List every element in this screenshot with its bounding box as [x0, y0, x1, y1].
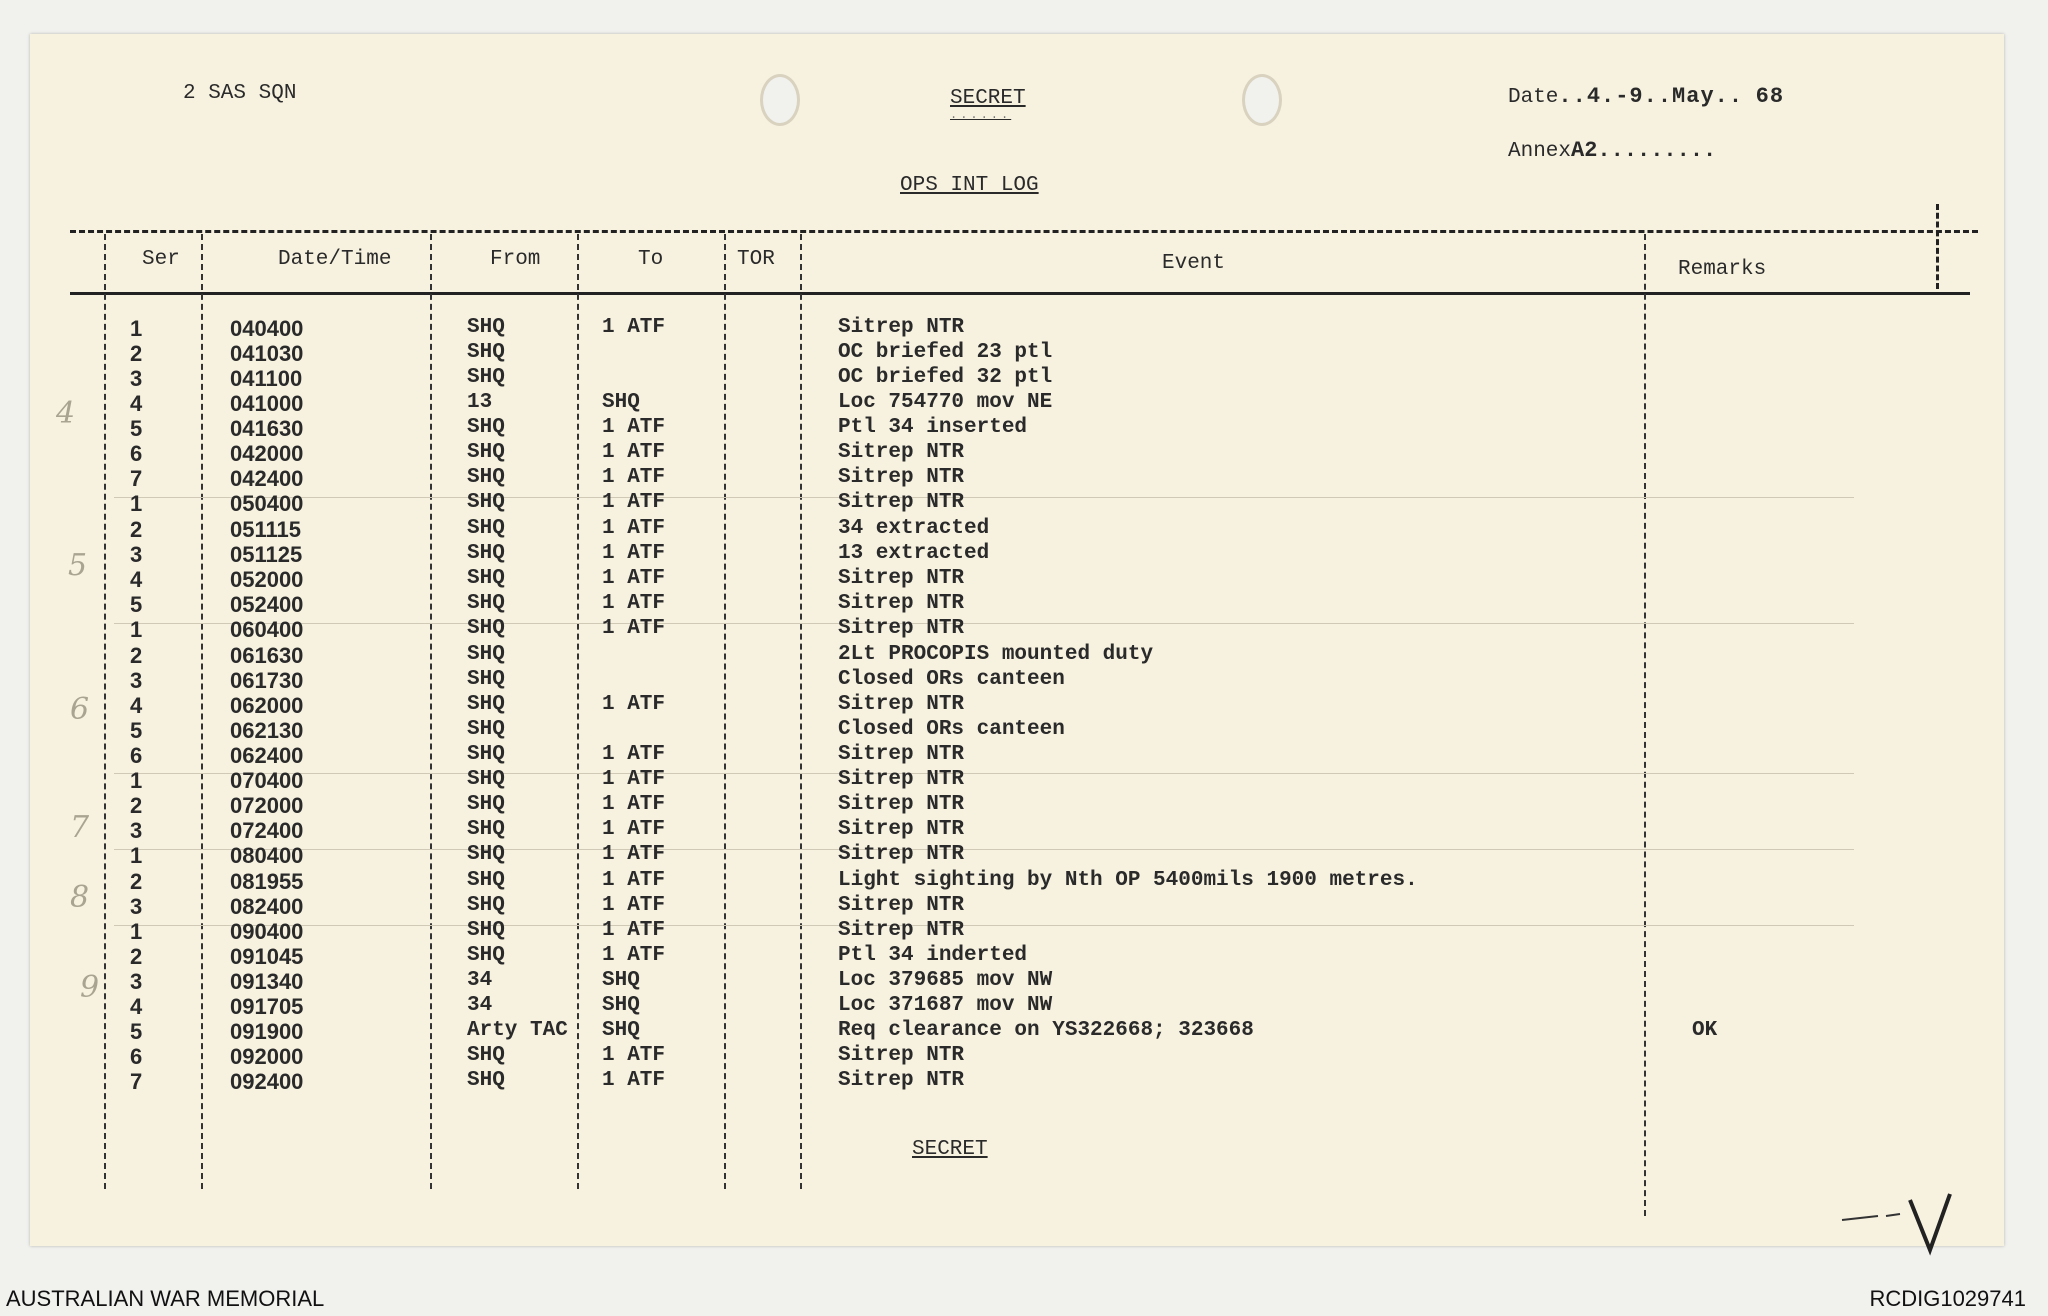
table-row [30, 542, 2004, 568]
row-ser: 3 [130, 366, 143, 391]
row-datetime: 041630 [230, 416, 304, 441]
row-to: 1 ATF [602, 843, 666, 866]
table-row [30, 441, 2004, 467]
row-from: SHQ [467, 693, 505, 716]
annex-value: A2......... [1571, 138, 1717, 163]
row-ser: 4 [130, 567, 143, 592]
table-row [30, 592, 2004, 618]
archive-reference: RCDIG1029741 [1869, 1286, 2026, 1311]
row-from: SHQ [467, 316, 505, 339]
handwritten-tick-mark [1838, 1192, 1958, 1262]
table-top-rule [70, 230, 1978, 233]
row-ser: 2 [130, 944, 143, 969]
row-datetime: 041100 [230, 366, 303, 391]
margin-note: 8 [70, 880, 90, 915]
row-event: Sitrep NTR [838, 818, 965, 841]
row-ser: 7 [130, 1069, 143, 1094]
punch-hole [1242, 74, 1282, 126]
row-datetime: 072400 [230, 818, 304, 843]
row-to: 1 ATF [602, 617, 666, 640]
row-event: OC briefed 32 ptl [838, 366, 1053, 389]
row-event: Sitrep NTR [838, 843, 965, 866]
row-ser: 2 [130, 517, 143, 542]
row-to: SHQ [602, 391, 640, 414]
table-row [30, 366, 2004, 392]
date-field [1508, 84, 1784, 109]
archive-credit: AUSTRALIAN WAR MEMORIAL [6, 1286, 325, 1311]
row-datetime: 042000 [230, 441, 304, 466]
margin-note: 5 [68, 548, 88, 583]
row-from: SHQ [467, 542, 505, 565]
row-event: Sitrep NTR [838, 919, 965, 942]
unit-name: 2 SAS SQN [183, 82, 297, 105]
row-ser: 5 [130, 416, 143, 441]
row-to: 1 ATF [602, 768, 666, 791]
table-row [30, 894, 2004, 920]
row-event: 13 extracted [838, 542, 990, 565]
row-from: SHQ [467, 517, 505, 540]
document-sheet [30, 34, 2004, 1246]
row-to: SHQ [602, 1019, 640, 1042]
column-header-tor: TOR [737, 248, 775, 271]
table-row [30, 341, 2004, 367]
row-event: 2Lt PROCOPIS mounted duty [838, 643, 1154, 666]
row-datetime: 062000 [230, 693, 304, 718]
row-from: SHQ [467, 894, 505, 917]
row-ser: 1 [130, 316, 143, 341]
row-from: SHQ [467, 366, 505, 389]
punch-hole [760, 74, 800, 126]
row-ser: 3 [130, 542, 143, 567]
row-from: SHQ [467, 944, 505, 967]
row-datetime: 050400 [230, 491, 304, 516]
row-event: Sitrep NTR [838, 768, 965, 791]
annex-field [1508, 138, 1716, 163]
row-ser: 3 [130, 894, 143, 919]
classification-label: SECRET [950, 87, 1026, 110]
row-event: Loc 379685 mov NW [838, 969, 1053, 992]
table-row [30, 818, 2004, 844]
table-row [30, 994, 2004, 1020]
row-to: 1 ATF [602, 517, 666, 540]
row-ser: 1 [130, 768, 143, 793]
row-event: 34 extracted [838, 517, 990, 540]
row-event: Sitrep NTR [838, 1044, 965, 1067]
row-ser: 5 [130, 1019, 143, 1044]
table-row [30, 466, 2004, 492]
row-event: Light sighting by Nth OP 5400mils 1900 metres. [838, 869, 1418, 892]
row-to: 1 ATF [602, 869, 666, 892]
row-to: 1 ATF [602, 466, 666, 489]
row-from: SHQ [467, 592, 505, 615]
table-row [30, 391, 2004, 417]
log-title: OPS INT LOG [900, 174, 1039, 197]
column-header-remarks: Remarks [1678, 258, 1767, 281]
row-from: SHQ [467, 491, 505, 514]
row-datetime: 072000 [230, 793, 304, 818]
column-header-ser: Ser [142, 248, 180, 271]
row-from: SHQ [467, 869, 505, 892]
row-event: Sitrep NTR [838, 567, 965, 590]
row-from: SHQ [467, 919, 505, 942]
row-event: Closed ORs canteen [838, 668, 1065, 691]
table-row [30, 617, 2004, 643]
row-to: 1 ATF [602, 919, 666, 942]
row-event: Req clearance on YS322668; 323668 [838, 1019, 1254, 1042]
row-ser: 4 [130, 994, 143, 1019]
date-year: 68 [1755, 84, 1785, 109]
row-ser: 3 [130, 818, 143, 843]
row-ser: 1 [130, 491, 143, 516]
row-ser: 3 [130, 668, 143, 693]
row-event: Sitrep NTR [838, 466, 965, 489]
classification-top [950, 87, 1026, 122]
row-event: Closed ORs canteen [838, 718, 1065, 741]
table-row [30, 969, 2004, 995]
row-event: Sitrep NTR [838, 441, 965, 464]
table-row [30, 416, 2004, 442]
row-event: Sitrep NTR [838, 316, 965, 339]
row-datetime: 052000 [230, 567, 304, 592]
row-datetime: 042400 [230, 466, 304, 491]
row-datetime: 070400 [230, 768, 304, 793]
row-datetime: 082400 [230, 894, 304, 919]
annex-label: Annex [1508, 140, 1572, 163]
row-to: 1 ATF [602, 743, 666, 766]
row-ser: 1 [130, 919, 143, 944]
row-event: Sitrep NTR [838, 743, 965, 766]
row-to: 1 ATF [602, 944, 666, 967]
row-to: 1 ATF [602, 441, 666, 464]
row-to: 1 ATF [602, 542, 666, 565]
row-from: 34 [467, 969, 493, 992]
row-ser: 1 [130, 843, 143, 868]
row-to: 1 ATF [602, 693, 666, 716]
row-to: 1 ATF [602, 592, 666, 615]
table-row [30, 1069, 2004, 1095]
header-bottom-rule [70, 292, 1970, 295]
row-ser: 6 [130, 743, 143, 768]
row-event: Loc 754770 mov NE [838, 391, 1053, 414]
column-divider [1936, 204, 1939, 289]
row-from: SHQ [467, 416, 505, 439]
table-row [30, 869, 2004, 895]
row-ser: 3 [130, 969, 143, 994]
row-event: Sitrep NTR [838, 491, 965, 514]
row-to: 1 ATF [602, 491, 666, 514]
classification-bottom: SECRET [912, 1138, 988, 1161]
row-datetime: 081955 [230, 869, 304, 894]
row-datetime: 040400 [230, 316, 304, 341]
row-event: Ptl 34 inserted [838, 416, 1028, 439]
row-from: SHQ [467, 1044, 505, 1067]
row-from: Arty TAC [467, 1019, 568, 1042]
table-row [30, 743, 2004, 769]
table-row [30, 668, 2004, 694]
row-from: SHQ [467, 743, 505, 766]
row-datetime: 091045 [230, 944, 304, 969]
row-ser: 5 [130, 592, 143, 617]
table-row [30, 793, 2004, 819]
row-event: Sitrep NTR [838, 1069, 965, 1092]
row-to: 1 ATF [602, 1044, 666, 1067]
row-datetime: 061630 [230, 643, 304, 668]
row-from: SHQ [467, 567, 505, 590]
table-row [30, 517, 2004, 543]
row-datetime: 080400 [230, 843, 304, 868]
row-event: Sitrep NTR [838, 617, 965, 640]
column-header-datetime: Date/Time [278, 248, 392, 271]
row-to: 1 ATF [602, 567, 666, 590]
row-to: 1 ATF [602, 316, 666, 339]
row-ser: 7 [130, 466, 143, 491]
row-event: OC briefed 23 ptl [838, 341, 1053, 364]
column-header-from: From [490, 248, 541, 271]
row-event: Loc 371687 mov NW [838, 994, 1053, 1017]
row-datetime: 092000 [230, 1044, 304, 1069]
margin-note: 9 [80, 970, 100, 1005]
row-datetime: 062130 [230, 718, 304, 743]
row-datetime: 041000 [230, 391, 304, 416]
row-event: Sitrep NTR [838, 592, 965, 615]
row-ser: 4 [130, 391, 143, 416]
row-from: SHQ [467, 768, 505, 791]
row-datetime: 061730 [230, 668, 304, 693]
row-from: SHQ [467, 1069, 505, 1092]
row-ser: 1 [130, 617, 143, 642]
row-ser: 2 [130, 643, 143, 668]
row-from: SHQ [467, 718, 505, 741]
table-row [30, 843, 2004, 869]
row-datetime: 062400 [230, 743, 304, 768]
row-datetime: 051115 [230, 517, 301, 542]
row-to: SHQ [602, 994, 640, 1017]
row-from: SHQ [467, 643, 505, 666]
row-datetime: 091705 [230, 994, 304, 1019]
date-value: ..4.-9..May.. [1558, 84, 1744, 109]
row-to: SHQ [602, 969, 640, 992]
table-row [30, 1044, 2004, 1070]
row-from: SHQ [467, 441, 505, 464]
column-header-event: Event [1162, 252, 1226, 275]
row-to: 1 ATF [602, 894, 666, 917]
table-row [30, 718, 2004, 744]
row-from: 34 [467, 994, 493, 1017]
row-to: 1 ATF [602, 1069, 666, 1092]
row-from: SHQ [467, 341, 505, 364]
margin-note: 7 [70, 810, 90, 845]
row-datetime: 041030 [230, 341, 304, 366]
row-to: 1 ATF [602, 818, 666, 841]
row-to: 1 ATF [602, 793, 666, 816]
row-event: Sitrep NTR [838, 693, 965, 716]
row-from: SHQ [467, 668, 505, 691]
table-row [30, 1019, 2004, 1045]
row-from: SHQ [467, 617, 505, 640]
table-row [30, 919, 2004, 945]
row-ser: 2 [130, 869, 143, 894]
column-header-to: To [638, 248, 664, 271]
row-from: SHQ [467, 466, 505, 489]
row-event: Sitrep NTR [838, 793, 965, 816]
row-datetime: 052400 [230, 592, 304, 617]
margin-note: 4 [56, 396, 76, 431]
table-row [30, 316, 2004, 342]
row-datetime: 091900 [230, 1019, 304, 1044]
row-datetime: 090400 [230, 919, 304, 944]
row-ser: 5 [130, 718, 143, 743]
date-label: Date [1508, 86, 1559, 109]
table-row [30, 491, 2004, 517]
row-from: SHQ [467, 843, 505, 866]
row-datetime: 091340 [230, 969, 304, 994]
row-datetime: 092400 [230, 1069, 304, 1094]
row-from: SHQ [467, 818, 505, 841]
row-ser: 6 [130, 441, 143, 466]
row-remarks: OK [1692, 1019, 1718, 1042]
row-ser: 2 [130, 341, 143, 366]
table-row [30, 643, 2004, 669]
table-row [30, 693, 2004, 719]
row-event: Ptl 34 inderted [838, 944, 1028, 967]
row-ser: 4 [130, 693, 143, 718]
row-from: SHQ [467, 793, 505, 816]
table-row [30, 567, 2004, 593]
table-row [30, 944, 2004, 970]
row-datetime: 051125 [230, 542, 303, 567]
table-row [30, 768, 2004, 794]
margin-note: 6 [70, 692, 90, 727]
row-to: 1 ATF [602, 416, 666, 439]
row-ser: 2 [130, 793, 143, 818]
row-from: 13 [467, 391, 493, 414]
row-ser: 6 [130, 1044, 143, 1069]
row-datetime: 060400 [230, 617, 304, 642]
classification-dots: ...... [950, 108, 1012, 122]
row-event: Sitrep NTR [838, 894, 965, 917]
